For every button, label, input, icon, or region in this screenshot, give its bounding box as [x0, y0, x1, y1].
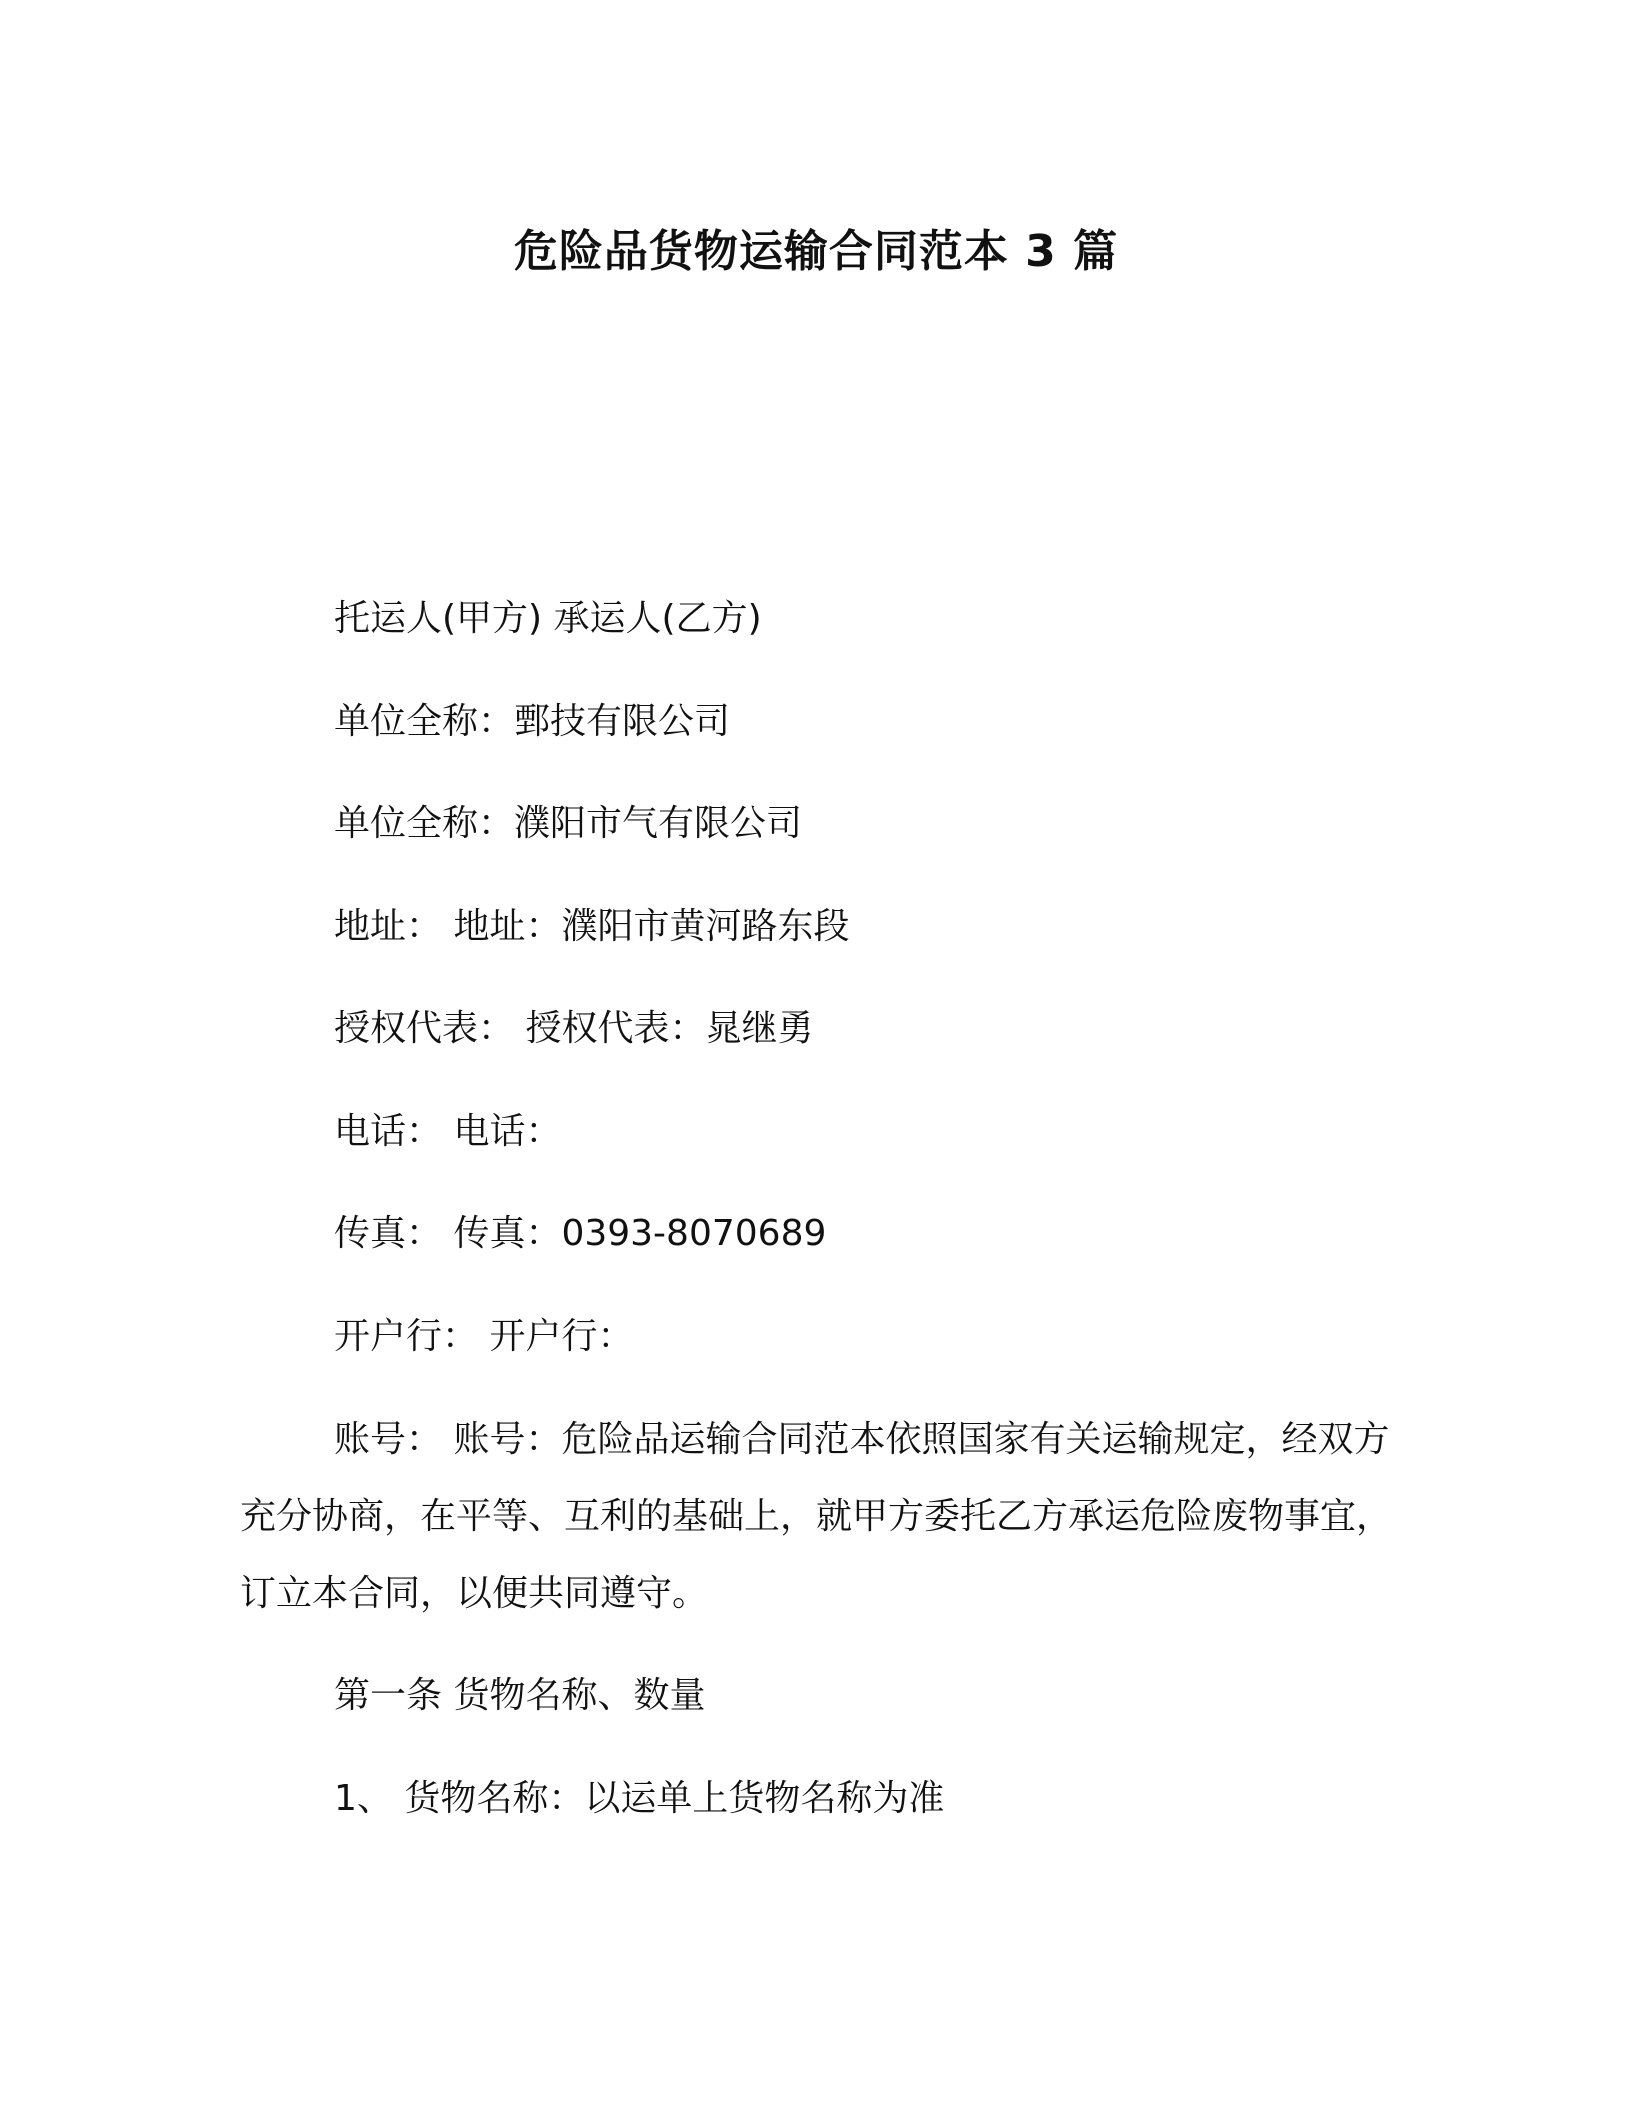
address-line: 地址： 地址：濮阳市黄河路东段 — [334, 906, 850, 947]
phone-line: 电话： 电话： — [334, 1111, 562, 1152]
fax-line: 传真： 传真：0393-8070689 — [334, 1213, 827, 1254]
document-title: 危险品货物运输合同范本 3 篇 — [513, 226, 1119, 277]
account-paragraph: 账号： 账号：危险品运输合同范本依照国家有关运输规定，经双方充分协商，在平等、互利的基础上，就甲方委托乙方承运危险废物事宜，订立本合同，以便共同遵守。 — [240, 1419, 1393, 1614]
representative-line: 授权代表： 授权代表：晁继勇 — [334, 1008, 814, 1049]
party-b-name-line: 单位全称：濮阳市气有限公司 — [334, 803, 803, 844]
clause-one-title: 第一条 货物名称、数量 — [334, 1675, 706, 1716]
party-a-name-line: 单位全称：鄄技有限公司 — [334, 701, 731, 742]
party-header-line: 托运人(甲方) 承运人(乙方) — [334, 598, 762, 639]
bank-line: 开户行： 开户行： — [334, 1316, 634, 1357]
clause-one-item-1: 1、 货物名称：以运单上货物名称为准 — [334, 1778, 945, 1819]
